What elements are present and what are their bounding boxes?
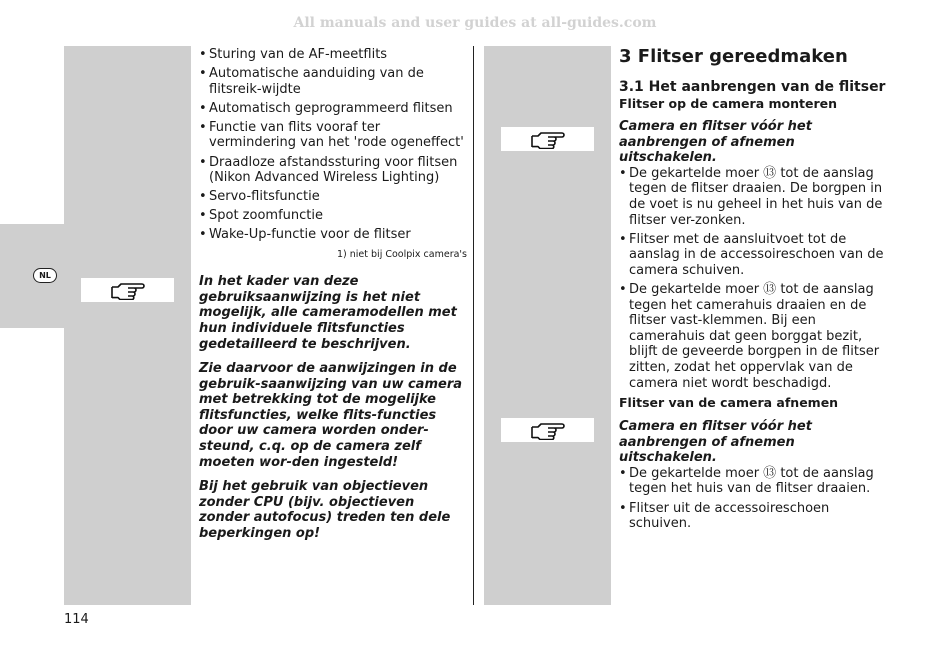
footnote: 1) niet bij Coolpix camera's: [337, 248, 467, 260]
note-paragraph: In het kader van deze gebruiksaanwijzing is het niet mogelijk, alle cameramodellen met hun individuele flitsfuncties gedetailleerd te beschrijven.: [199, 274, 457, 352]
left-margin-band: [64, 46, 191, 605]
remove-steps: [619, 466, 889, 532]
page-number: 114: [64, 612, 89, 627]
mount-note: Camera en flitser vóór het aanbrengen of afnemen uitschakelen.: [619, 119, 812, 166]
list-item: • Flitser met de aansluitvoet tot de aanslag in de accessoireschoen van de camera schuiven.: [619, 232, 889, 279]
list-item: • Flitser uit de accessoireschoen schuiven.: [619, 501, 889, 532]
note-marker-right-remove: [501, 418, 594, 442]
pointing-hand-icon: [110, 280, 146, 300]
note-marker-right-mount: [501, 127, 594, 151]
watermark: All manuals and user guides at all-guides.com: [293, 15, 657, 31]
list-item: • Functie van flits vooraf ter vermindering van het 'rode ogeneffect': [199, 120, 467, 151]
list-item: • Draadloze afstandssturing voor flitsen (Nikon Advanced Wireless Lighting): [199, 155, 467, 186]
mount-heading: Flitser op de camera monteren: [619, 96, 837, 111]
list-item: • De gekartelde moer ⑬ tot de aanslag tegen de flitser draaien. De borgpen in de voet is nu geheel in het huis van de flitser ver-zonken.: [619, 166, 889, 228]
column-divider: [473, 46, 474, 605]
note-paragraph: Bij het gebruik van objectieven zonder CPU (bijv. objectieven zonder autofocus) treden ten dele beperkingen op!: [199, 479, 451, 542]
list-item: • Sturing van de AF-meetflits: [199, 47, 467, 63]
note-paragraph: Zie daarvoor de aanwijzingen in de gebruik-saanwijzing van uw camera met betrekking tot de mogelijke flitsfuncties, welke flits-functies door uw camera worden onder-steund, c.q. op de camera zelf moeten wor-den ingesteld!: [199, 361, 463, 470]
remove-heading: Flitser van de camera afnemen: [619, 395, 839, 411]
list-item: • De gekartelde moer ⑬ tot de aanslag tegen het huis van de flitser draaien.: [619, 466, 889, 497]
list-item: • Wake-Up-functie voor de flitser: [199, 227, 467, 243]
pointing-hand-icon: [530, 129, 566, 149]
language-badge: NL: [33, 268, 57, 283]
list-item: • De gekartelde moer ⑬ tot de aanslag tegen het camerahuis draaien en de flitser vast-klemmen. Bij een camerahuis dat geen borggat bezit, blijft de geveerde borgpen in de flitser zitten, zodat het oppervlak van de camera niet wordt beschadigd.: [619, 282, 889, 391]
right-column: [619, 47, 889, 535]
list-item: • Spot zoomfunctie: [199, 208, 467, 224]
section-title: 3 Flitser gereedmaken: [619, 46, 848, 67]
subsection-title: 3.1 Het aanbrengen van de flitser: [619, 79, 886, 95]
remove-note: Camera en flitser vóór het aanbrengen of afnemen uitschakelen.: [619, 419, 812, 466]
feature-list: [199, 47, 467, 243]
list-item: • Automatische aanduiding van de flitsreik-wijdte: [199, 66, 467, 97]
left-column: [199, 47, 467, 551]
list-item: • Servo-flitsfunctie: [199, 189, 467, 205]
mount-steps: [619, 166, 889, 391]
note-marker-left: [81, 278, 174, 302]
pointing-hand-icon: [530, 420, 566, 440]
list-item: • Automatisch geprogrammeerd flitsen: [199, 101, 467, 117]
